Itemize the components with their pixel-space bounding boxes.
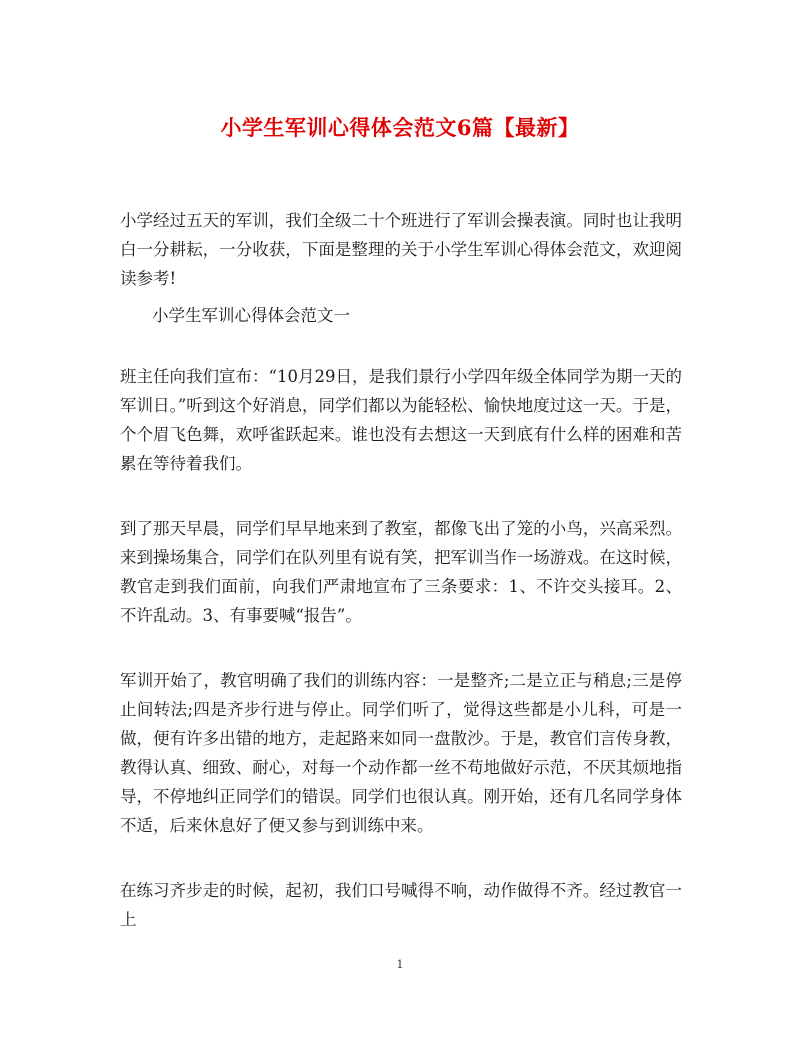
page-number: 1 — [396, 958, 404, 971]
paragraph-2: 到了那天早晨，同学们早早地来到了教室，都像飞出了笼的小鸟，兴高采烈。来到操场集合，同学们在队列里有说有笑，把军训当作一场游戏。在这时候，教官走到我们面前，向我们严肃地宣布了三条要求：1、不许交头接耳。2、不许乱动。3、有事要喊“报告”。 — [120, 519, 682, 625]
intro-paragraph: 小学经过五天的军训，我们全级二十个班进行了军训会操表演。同时也让我明白一分耕耘，一分收获，下面是整理的关于小学生军训心得体会范文，欢迎阅读参考! — [120, 211, 682, 288]
paragraph-1: 班主任向我们宣布：“10月29日，是我们景行小学四年级全体同学为期一天的军训日。”听到这个好消息，同学们都以为能轻松、愉快地度过这一天。于是，个个眉飞色舞，欢呼雀跃起来。谁也没有去想这一天到底有什么样的困难和苦累在等待着我们。 — [120, 367, 682, 473]
paragraph-3: 军训开始了，教官明确了我们的训练内容：一是整齐;二是立正与稍息;三是停止间转法;四是齐步行进与停止。同学们听了，觉得这些都是小儿科，可是一做，便有许多出错的地方，走起路来如同一盘散沙。于是，教官们言传身教，教得认真、细致、耐心，对每一个动作都一丝不苟地做好示范，不厌其烦地指导，不停地纠正同学们的错误。同学们也很认真。刚开始，还有几名同学身体不适，后来休息好了便又参与到训练中来。 — [120, 671, 682, 835]
section-heading: 小学生军训心得体会范文一 — [152, 306, 350, 325]
document-title: 小学生军训心得体会范文6篇【最新】 — [220, 115, 580, 140]
paragraph-4: 在练习齐步走的时候，起初，我们口号喊得不响，动作做得不齐。经过教官一上 — [120, 881, 682, 929]
